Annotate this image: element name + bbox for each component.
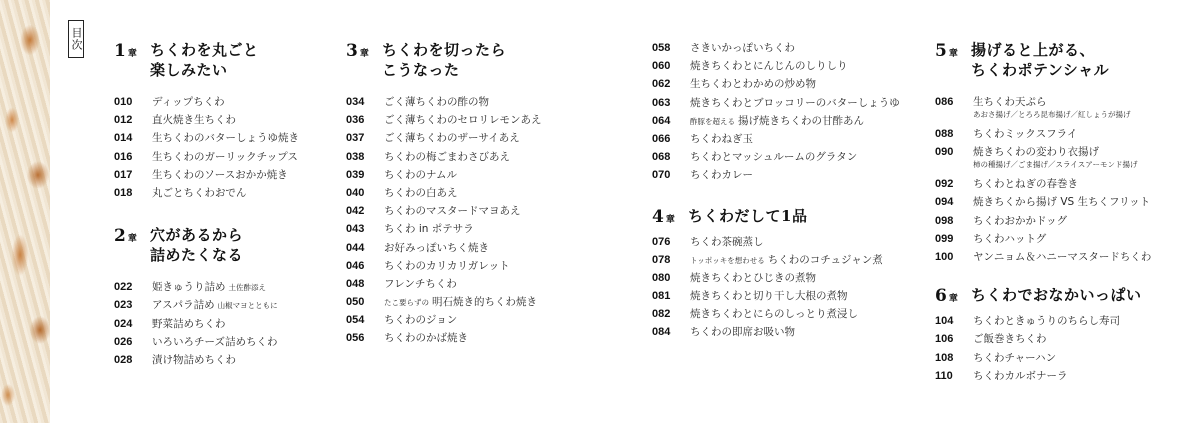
entry-title: ちくわミックスフライ xyxy=(973,128,1078,140)
toc-entry xyxy=(652,288,922,306)
chapter-title-line1: ちくわでおなかいっぱい xyxy=(971,286,1142,305)
page-number: 043 xyxy=(346,223,365,236)
entry-title: 生ちくわのソースおかか焼き xyxy=(152,168,288,181)
entry-subtitle: あおさ揚げ／とろろ昆布揚げ／紅しょうが揚げ xyxy=(973,110,1131,119)
entry-title: ごく薄ちくわの酢の物 xyxy=(384,96,489,108)
entry-title: 明石焼き的ちくわ焼き xyxy=(432,296,537,309)
entry-title: 生ちくわのガーリックチップス xyxy=(152,150,298,163)
toc-entry xyxy=(935,144,1195,176)
entry-title: ちくわのかば焼き xyxy=(384,332,468,345)
toc-entry xyxy=(346,130,646,148)
chapter-title-line2: ちくわポテンシャル xyxy=(971,61,1110,79)
page-number: 106 xyxy=(935,333,954,346)
toc-entry xyxy=(346,294,646,312)
toc-entry xyxy=(346,276,646,294)
page-number: 076 xyxy=(652,235,671,248)
chapter-6 xyxy=(935,285,1195,386)
toc-entry xyxy=(114,130,334,148)
chikuwa-photo-strip xyxy=(0,0,50,423)
page-number: 080 xyxy=(652,271,671,284)
entry-title: ディップちくわ xyxy=(152,96,225,108)
page-number: 034 xyxy=(346,96,365,108)
entry-title: 丸ごとちくわおでん xyxy=(152,186,247,199)
page-number: 092 xyxy=(935,178,954,191)
chapter-item-list xyxy=(935,94,1195,267)
toc-entry xyxy=(935,213,1195,231)
chapter-number: 1 xyxy=(114,41,126,61)
chapter-title-line2: こうなった xyxy=(382,61,460,79)
page-number: 081 xyxy=(652,290,671,303)
page-number: 022 xyxy=(114,281,133,294)
toc-column-4 xyxy=(935,40,1195,386)
toc-entry xyxy=(346,185,646,203)
page-number: 017 xyxy=(114,168,133,181)
chapter-1 xyxy=(114,40,334,203)
chapter-3 xyxy=(346,40,646,349)
entry-title: 焼きちくわと切り干し大根の煮物 xyxy=(690,290,848,303)
toc-entry xyxy=(346,258,646,276)
entry-title: ちくわのマスタードマヨあえ xyxy=(384,205,521,218)
page-number: 090 xyxy=(935,146,954,159)
chapter-kanji: 章 xyxy=(127,49,137,59)
entry-title: ちくわ茶碗蒸し xyxy=(690,235,764,248)
entry-title: ちくわとマッシュルームのグラタン xyxy=(690,151,858,164)
entry-suffix: 山椒マヨとともに xyxy=(217,301,278,311)
page-number: 014 xyxy=(114,132,133,145)
toc-entry xyxy=(652,131,922,149)
toc-entry xyxy=(935,313,1195,331)
toc-entry xyxy=(346,94,646,112)
page-number: 050 xyxy=(346,296,365,309)
entry-title: ちくわの即席お吸い物 xyxy=(690,326,795,339)
entry-title: 生ちくわ天ぷら xyxy=(973,96,1047,108)
page-number: 062 xyxy=(652,78,671,91)
chapter-kanji: 章 xyxy=(359,49,369,59)
entry-title: いろいろチーズ詰めちくわ xyxy=(152,335,278,348)
chapter-number: 5 xyxy=(935,41,947,61)
entry-title: 野菜詰めちくわ xyxy=(152,317,226,330)
entry-title: お好みっぽいちく焼き xyxy=(384,241,489,254)
toc-entry xyxy=(935,331,1195,349)
entry-title: ちくわおかかドッグ xyxy=(973,214,1068,227)
toc-entry xyxy=(114,94,334,112)
toc-entry xyxy=(346,240,646,258)
chapter-title-line2: 楽しみたい xyxy=(150,61,228,79)
toc-label: 目次 xyxy=(68,20,84,58)
toc-entry xyxy=(652,167,922,185)
toc-entry xyxy=(935,126,1195,144)
toc-column-3 xyxy=(652,40,922,343)
entry-suffix: 土佐酢添え xyxy=(228,283,266,293)
toc-entry xyxy=(114,185,334,203)
toc-entry xyxy=(114,316,334,334)
entry-prefix: 酢豚を超える xyxy=(690,116,735,126)
entry-title: 焼きちくわとにんじんのしりしり xyxy=(690,60,848,73)
chapter-title-line1: ちくわを丸ごと xyxy=(150,41,259,59)
page-number: 010 xyxy=(114,96,133,108)
page-number: 100 xyxy=(935,250,954,263)
page-number: 108 xyxy=(935,351,954,364)
chapter-number: 4 xyxy=(652,206,664,227)
toc-entry xyxy=(652,149,922,167)
page-number: 060 xyxy=(652,60,671,73)
chapter-3-continued xyxy=(652,40,922,186)
entry-title: ちくわのナムル xyxy=(384,168,457,181)
entry-title: ちくわカレー xyxy=(690,169,753,182)
entry-title: ちくわときゅうりのちらし寿司 xyxy=(973,315,1120,328)
page-number: 038 xyxy=(346,150,365,163)
page-number: 018 xyxy=(114,186,133,199)
page-number: 082 xyxy=(652,308,671,321)
entry-title: ごく薄ちくわのセロリレモンあえ xyxy=(384,114,542,127)
toc-column-1 xyxy=(114,40,334,370)
entry-title: ちくわのカリカリガレット xyxy=(384,259,510,272)
entry-title: 生ちくわのバターしょうゆ焼き xyxy=(152,132,299,145)
chapter-number: 6 xyxy=(935,286,947,307)
chapter-item-list xyxy=(652,40,922,186)
page-number: 026 xyxy=(114,335,133,348)
chapter-number: 2 xyxy=(114,226,126,247)
page-number: 044 xyxy=(346,241,365,254)
entry-title: 漬け物詰めちくわ xyxy=(152,353,236,366)
toc-entry xyxy=(935,176,1195,194)
toc-entry xyxy=(652,252,922,270)
chapter-title-line1: ちくわを切ったら xyxy=(382,41,507,59)
page-number: 070 xyxy=(652,169,671,182)
entry-title: ちくわのジョン xyxy=(384,314,458,327)
page-number: 046 xyxy=(346,259,365,272)
page-number: 094 xyxy=(935,196,954,209)
toc-entry xyxy=(935,94,1195,126)
toc-entry xyxy=(346,312,646,330)
entry-title: 揚げ焼きちくわの甘酢あん xyxy=(738,114,864,127)
chapter-item-list xyxy=(114,94,334,203)
entry-title: 焼きちくわの変わり衣揚げ xyxy=(973,146,1099,159)
page-number: 037 xyxy=(346,132,365,145)
toc-entry xyxy=(652,306,922,324)
page-number: 086 xyxy=(935,96,954,108)
page-number: 054 xyxy=(346,314,365,327)
toc-entry xyxy=(114,167,334,185)
page-number: 099 xyxy=(935,232,954,245)
entry-title: 姫きゅうり詰め xyxy=(152,281,226,294)
entry-title: 焼きちくわとブロッコリーのバターしょうゆ xyxy=(690,96,900,109)
chapter-heading xyxy=(935,285,1195,305)
chapter-kanji: 章 xyxy=(665,214,675,225)
entry-title: ちくわのコチュジャン煮 xyxy=(767,253,883,266)
entry-title: ごく薄ちくわのザーサイあえ xyxy=(384,132,520,145)
page-number: 098 xyxy=(935,214,954,227)
page-number: 036 xyxy=(346,114,365,127)
entry-title: ちくわの白あえ xyxy=(384,186,458,199)
toc-entry xyxy=(935,350,1195,368)
entry-title: ちくわとねぎの春巻き xyxy=(973,178,1078,191)
chapter-item-list xyxy=(935,313,1195,386)
chapter-2 xyxy=(114,225,334,370)
page-number: 063 xyxy=(652,96,671,109)
chapter-item-list xyxy=(346,94,646,349)
page-number: 012 xyxy=(114,114,133,127)
page-number: 084 xyxy=(652,326,671,339)
toc-entry xyxy=(652,270,922,288)
entry-title: ちくわカルボナーラ xyxy=(973,369,1068,382)
toc-entry xyxy=(346,167,646,185)
toc-entry xyxy=(935,249,1195,267)
page-number: 024 xyxy=(114,317,133,330)
chapter-heading xyxy=(114,225,334,265)
toc-entry xyxy=(114,279,334,297)
toc-entry xyxy=(114,297,334,315)
entry-title: フレンチちくわ xyxy=(384,277,457,290)
entry-title: 直火焼き生ちくわ xyxy=(152,114,236,127)
page-number: 023 xyxy=(114,299,133,312)
entry-title: 生ちくわとわかめの炒め物 xyxy=(690,78,816,91)
page-number: 042 xyxy=(346,205,365,218)
chapter-title-line2: 詰めたくなる xyxy=(150,246,244,265)
page-number: 016 xyxy=(114,150,133,163)
page-number: 056 xyxy=(346,332,365,345)
toc-entry xyxy=(114,334,334,352)
toc-entry xyxy=(652,324,922,342)
entry-title: 焼きちくわとにらのしっとり煮浸し xyxy=(690,308,858,321)
entry-subtitle: 柿の種揚げ／ごま揚げ／スライスアーモンド揚げ xyxy=(973,160,1138,170)
entry-title: さきいかっぽいちくわ xyxy=(690,42,795,54)
page-number: 040 xyxy=(346,186,365,199)
page-number: 039 xyxy=(346,168,365,181)
entry-title: アスパラ詰め xyxy=(152,299,215,312)
chapter-item-list xyxy=(114,279,334,370)
chapter-heading xyxy=(935,40,1195,80)
entry-prefix: トッポッキを想わせる xyxy=(690,255,765,265)
chapter-number: 3 xyxy=(346,41,358,61)
chapter-heading xyxy=(652,206,922,226)
page-number: 104 xyxy=(935,315,954,328)
entry-title: ちくわの梅ごまわさびあえ xyxy=(384,150,510,163)
page-number: 064 xyxy=(652,114,671,127)
toc-entry xyxy=(652,95,922,113)
page-number: 110 xyxy=(935,369,953,382)
entry-title: ちくわチャーハン xyxy=(973,351,1057,364)
toc-entry xyxy=(652,58,922,76)
toc-entry xyxy=(114,112,334,130)
chapter-item-list xyxy=(652,234,922,343)
chapter-kanji: 章 xyxy=(127,234,137,245)
toc-entry xyxy=(346,112,646,130)
entry-title: ご飯巻きちくわ xyxy=(973,333,1047,346)
entry-title: ちくわ in ポテサラ xyxy=(384,223,474,236)
chapter-title-line1: 穴があるから xyxy=(150,226,244,245)
chapter-heading xyxy=(114,40,334,80)
toc-entry xyxy=(346,149,646,167)
entry-title: ちくわねぎ玉 xyxy=(690,132,753,145)
chapter-4 xyxy=(652,206,922,343)
entry-title: ヤンニョム＆ハニーマスタードちくわ xyxy=(973,250,1152,263)
toc-entry xyxy=(652,40,922,58)
toc-entry xyxy=(114,149,334,167)
toc-entry xyxy=(346,330,646,348)
chapter-5 xyxy=(935,40,1195,267)
page-number: 088 xyxy=(935,128,954,140)
entry-prefix: たこ要らずの xyxy=(384,298,429,308)
toc-entry xyxy=(652,113,922,131)
page-number: 048 xyxy=(346,277,365,290)
page-number: 028 xyxy=(114,353,133,366)
toc-entry xyxy=(114,352,334,370)
page-number: 066 xyxy=(652,132,671,145)
chapter-title-line1: 揚げると上がる、 xyxy=(971,41,1096,59)
toc-entry xyxy=(346,203,646,221)
toc-entry xyxy=(935,231,1195,249)
page-number: 068 xyxy=(652,151,671,164)
toc-entry xyxy=(935,368,1195,386)
toc-column-2 xyxy=(346,40,646,349)
toc-entry xyxy=(652,234,922,252)
chapter-title-line1: ちくわだして1品 xyxy=(688,206,808,225)
chapter-kanji: 章 xyxy=(948,49,958,59)
toc-entry xyxy=(652,76,922,94)
entry-title: ちくわハットグ xyxy=(973,232,1047,245)
entry-title: 焼きちくわとひじきの煮物 xyxy=(690,271,816,284)
toc-entry xyxy=(346,221,646,239)
page-number: 078 xyxy=(652,253,671,266)
chapter-kanji: 章 xyxy=(948,294,958,305)
entry-title: 焼きちくから揚げ VS 生ちくフリット xyxy=(973,196,1151,209)
toc-entry xyxy=(935,194,1195,212)
page-number: 058 xyxy=(652,42,671,54)
chapter-heading xyxy=(346,40,646,80)
